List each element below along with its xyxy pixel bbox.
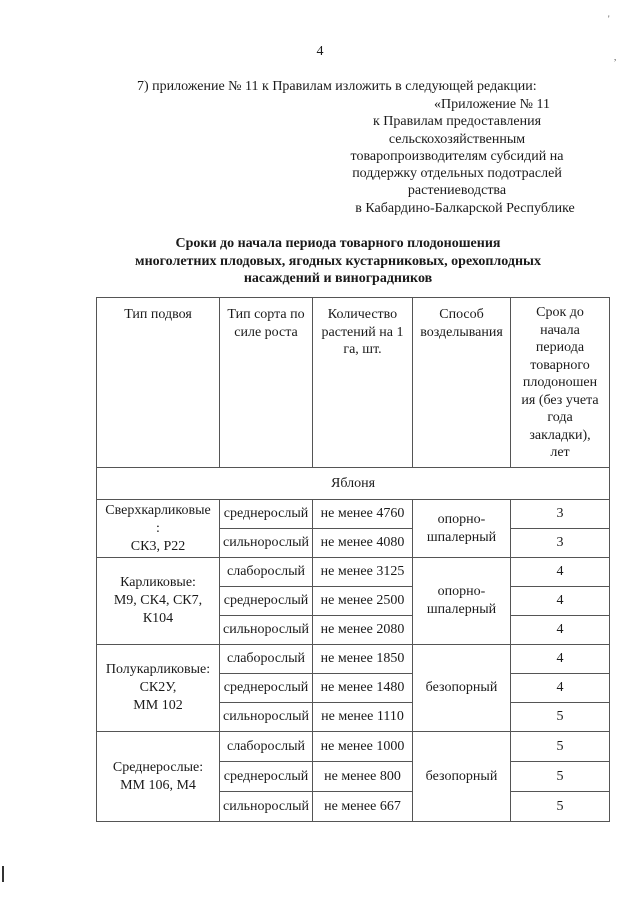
rootstock-line: К104 [142,611,174,626]
header-method [413,298,511,468]
method-cell [413,558,511,645]
title-line: насаждений и виноградников [243,271,433,286]
scan-edge-mark [2,866,4,882]
header-term [511,298,610,468]
table-row [97,732,610,762]
appendix-header [312,96,602,217]
header-line: лет [550,445,570,460]
term-cell: 5 [511,732,610,762]
header-line: года [547,410,573,425]
header-line: возделывания [420,324,503,340]
rootstock-cell [97,645,220,732]
term-cell: 5 [511,792,610,822]
title-line: многолетних плодовых, ягодных кустарниковых, орехоплодных [135,253,541,269]
plants-cell: не менее 800 [313,762,413,792]
section-label: Яблоня [97,468,610,500]
term-cell: 3 [511,500,610,529]
appendix-line: «Приложение № 11 [434,97,550,112]
plants-cell: не менее 1480 [313,674,413,703]
header-line: ия (без учета [521,392,599,408]
variety-cell: сильнорослый [220,703,313,732]
rootstock-line: ММ 106, М4 [120,777,196,793]
method-line: шпалерный [426,602,497,617]
rootstock-line: М9, СК4, СК7, [113,593,203,608]
method-cell [413,645,511,732]
plants-cell: не менее 2080 [313,616,413,645]
variety-cell: среднерослый [220,762,313,792]
plants-cell: не менее 1110 [313,703,413,732]
rootstock-line: : [156,520,160,536]
header-line: товарного [530,357,590,373]
header-line: растений на 1 [321,324,404,340]
variety-cell: слаборослый [220,558,313,587]
variety-cell: сильнорослый [220,529,313,558]
appendix-line: в Кабардино-Балкарской Республике [355,200,575,216]
plants-cell: не менее 1850 [313,645,413,674]
variety-cell: среднерослый [220,500,313,529]
table-row [97,558,610,587]
header-line: Тип сорта по [227,307,305,322]
fruiting-terms-table [96,297,610,822]
header-line: Срок до [536,305,584,320]
plants-cell: не менее 667 [313,792,413,822]
term-cell: 4 [511,645,610,674]
rootstock-cell [97,732,220,822]
rootstock-line: СК3, Р22 [130,538,186,554]
appendix-line: к Правилам предоставления [372,114,542,130]
header-line: Тип подвоя [124,307,192,322]
header-line: плодоношен [522,375,598,390]
method-line: безопорный [425,768,498,784]
variety-cell: сильнорослый [220,616,313,645]
term-cell: 4 [511,674,610,703]
header-line: начала [540,322,580,338]
method-cell [413,732,511,822]
term-cell: 5 [511,762,610,792]
header-line: периода [535,340,585,355]
page-number: 4 [316,44,324,59]
table-header-row [97,298,610,468]
term-cell: 4 [511,587,610,616]
variety-cell: сильнорослый [220,792,313,822]
title-line: Сроки до начала периода товарного плодоношения [175,236,501,251]
table-title [0,235,640,288]
header-line: закладки), [529,427,591,443]
rootstock-line: Полукарликовые: [105,662,211,677]
rootstock-cell [97,558,220,645]
term-cell: 5 [511,703,610,732]
appendix-line: поддержку отдельных подотраслей [352,166,562,182]
plants-cell: не менее 4760 [313,500,413,529]
rootstock-line: Сверхкарликовые [105,502,211,518]
rootstock-line: Среднерослые: [112,759,204,775]
plants-cell: не менее 4080 [313,529,413,558]
header-plants [313,298,413,468]
rootstock-line: ММ 102 [133,698,183,713]
scan-mark: , [614,52,617,62]
plants-cell: не менее 2500 [313,587,413,616]
variety-cell: слаборослый [220,645,313,674]
variety-cell: среднерослый [220,587,313,616]
header-line: Количество [327,307,398,322]
method-cell [413,500,511,558]
intro-text: 7) приложение № 11 к Правилам изложить в следующей редакции: [137,79,537,94]
rootstock-line: Карликовые: [120,575,196,590]
scan-mark: ' [608,14,610,24]
plants-cell: не менее 3125 [313,558,413,587]
header-variety [220,298,313,468]
variety-cell: среднерослый [220,674,313,703]
appendix-line: товаропроизводителям субсидий на [350,148,564,164]
term-cell: 3 [511,529,610,558]
table-row [97,645,610,674]
method-line: шпалерный [426,529,497,545]
header-rootstock [97,298,220,468]
section-row [97,468,610,500]
method-line: опорно- [437,511,486,527]
appendix-line: сельскохозяйственным [388,131,526,147]
appendix-line: растениеводства [407,183,507,199]
table-row [97,500,610,529]
variety-cell: слаборослый [220,732,313,762]
term-cell: 4 [511,558,610,587]
method-line: безопорный [425,680,498,695]
header-line: га, шт. [343,342,382,357]
header-line: Способ [439,307,484,322]
rootstock-cell [97,500,220,558]
header-line: силе роста [234,324,298,340]
plants-cell: не менее 1000 [313,732,413,762]
rootstock-line: СК2У, [139,680,177,695]
term-cell: 4 [511,616,610,645]
method-line: опорно- [437,584,486,599]
